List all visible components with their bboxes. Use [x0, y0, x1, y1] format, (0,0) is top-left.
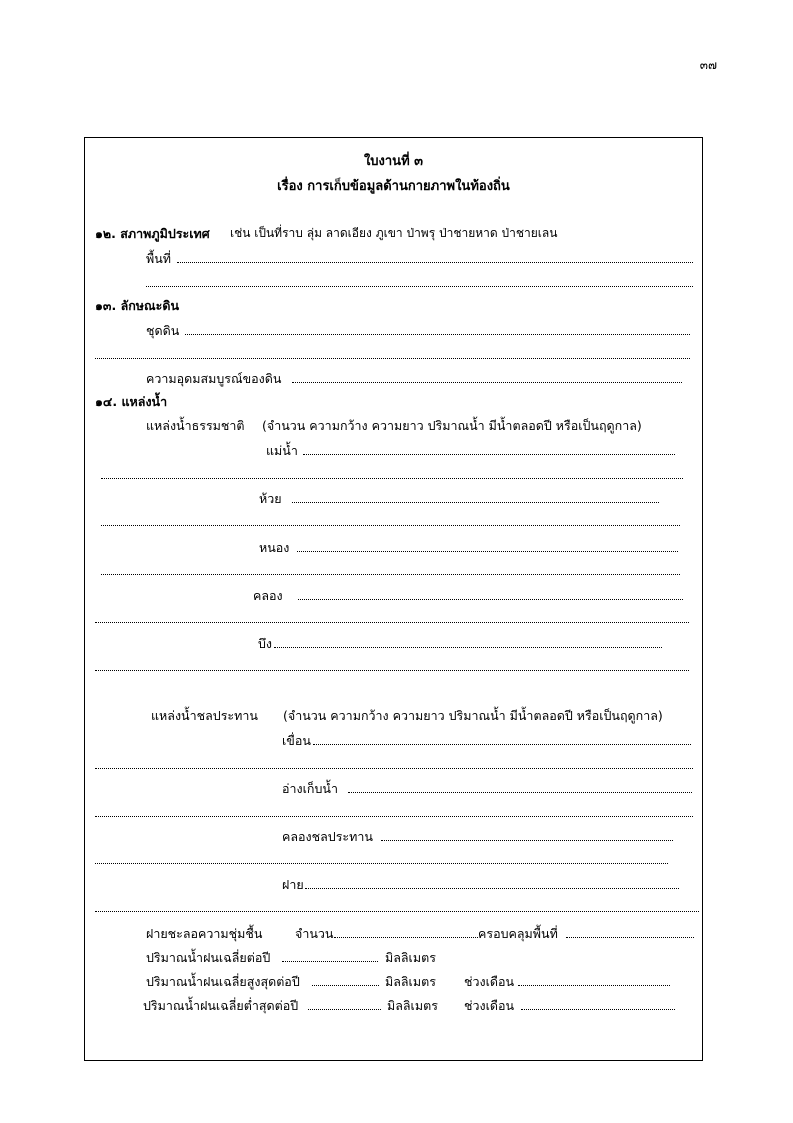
- river-label: แม่น้ำ: [266, 443, 298, 458]
- page-number: ๓๗: [699, 58, 717, 72]
- canal-label: คลอง: [253, 588, 283, 603]
- weir-field-line-2[interactable]: [95, 911, 699, 912]
- swamp-field-line-2[interactable]: [101, 574, 680, 575]
- area-field-line-2[interactable]: [146, 286, 693, 287]
- rainfall-min-field[interactable]: [308, 1009, 381, 1010]
- rainfall-max-unit: มิลลิเมตร: [385, 974, 436, 989]
- weir-label: ฝาย: [282, 877, 304, 892]
- creek-field-line-2[interactable]: [101, 525, 680, 526]
- section-12-heading: ๑๒. สภาพภูมิประเทศ: [95, 226, 210, 241]
- irrigation-canal-field-line-1[interactable]: [381, 840, 673, 841]
- irrigation-canal-field-line-2[interactable]: [95, 863, 668, 864]
- reservoir-field-line-1[interactable]: [348, 792, 692, 793]
- creek-field-line-1[interactable]: [292, 502, 659, 503]
- rainfall-min-month-field[interactable]: [521, 1009, 675, 1010]
- rainfall-max-month-label: ช่วงเดือน: [464, 974, 515, 989]
- worksheet-subtitle: เรื่อง การเก็บข้อมูลด้านกายภาพในท้องถิ่น: [277, 179, 510, 194]
- moisture-weir-count-field[interactable]: [334, 937, 478, 938]
- section-13-heading: ๑๓. ลักษณะดิน: [95, 298, 180, 313]
- reservoir-field-line-2[interactable]: [95, 816, 693, 817]
- creek-label: ห้วย: [259, 491, 282, 506]
- soil-series-label: ชุดดิน: [146, 323, 180, 338]
- rainfall-avg-label: ปริมาณน้ำฝนเฉลี่ยต่อปี: [146, 950, 271, 965]
- area-label: พื้นที่: [146, 251, 172, 266]
- pond-field-line-2[interactable]: [95, 670, 689, 671]
- rainfall-min-label: ปริมาณน้ำฝนเฉลี่ยต่ำสุดต่อปี: [143, 998, 299, 1013]
- moisture-weir-count-label: จำนวน: [295, 926, 334, 941]
- pond-field-line-1[interactable]: [274, 647, 662, 648]
- natural-water-note: (จำนวน ความกว้าง ความยาว ปริมาณน้ำ มีน้ำตลอดปี หรือเป็นฤดูกาล): [262, 418, 642, 433]
- river-field-line-2[interactable]: [101, 478, 683, 479]
- dam-label: เขื่อน: [282, 733, 311, 748]
- section-14-heading: ๑๔. แหล่งน้ำ: [95, 394, 168, 409]
- river-field-line-1[interactable]: [303, 454, 675, 455]
- rainfall-max-field[interactable]: [312, 985, 379, 986]
- moisture-weir-label: ฝายชะลอความชุ่มชื้น: [146, 926, 263, 941]
- irrigation-water-note: (จำนวน ความกว้าง ความยาว ปริมาณน้ำ มีน้ำตลอดปี หรือเป็นฤดูกาล): [283, 708, 663, 723]
- rainfall-max-label: ปริมาณน้ำฝนเฉลี่ยสูงสุดต่อปี: [146, 974, 300, 989]
- swamp-field-line-1[interactable]: [297, 551, 678, 552]
- dam-field-line-1[interactable]: [313, 744, 691, 745]
- moisture-weir-coverage-label: ครอบคลุมพื้นที่: [478, 926, 558, 941]
- moisture-weir-coverage-field[interactable]: [566, 937, 694, 938]
- rainfall-max-month-field[interactable]: [518, 985, 670, 986]
- soil-fertility-label: ความอุดมสมบูรณ์ของดิน: [146, 371, 282, 386]
- swamp-label: หนอง: [259, 540, 290, 555]
- rainfall-avg-field[interactable]: [282, 961, 378, 962]
- natural-water-label: แหล่งน้ำธรรมชาติ: [146, 418, 245, 433]
- rainfall-avg-unit: มิลลิเมตร: [385, 950, 436, 965]
- rainfall-min-month-label: ช่วงเดือน: [464, 998, 515, 1013]
- worksheet-title: ใบงานที่ ๓: [363, 154, 424, 169]
- soil-fertility-field[interactable]: [292, 382, 682, 383]
- section-12-examples: เช่น เป็นที่ราบ ลุ่ม ลาดเอียง ภูเขา ป่าพรุ ป่าชายหาด ป่าชายเลน: [230, 226, 558, 240]
- weir-field-line-1[interactable]: [305, 888, 679, 889]
- soil-series-field-line-2[interactable]: [95, 358, 690, 359]
- reservoir-label: อ่างเก็บน้ำ: [282, 781, 338, 796]
- canal-field-line-2[interactable]: [95, 622, 689, 623]
- pond-label: บึง: [258, 636, 273, 651]
- canal-field-line-1[interactable]: [298, 599, 683, 600]
- soil-series-field-line-1[interactable]: [185, 334, 690, 335]
- irrigation-canal-label: คลองชลประทาน: [282, 829, 373, 844]
- irrigation-water-label: แหล่งน้ำชลประทาน: [151, 708, 258, 723]
- dam-field-line-2[interactable]: [95, 768, 693, 769]
- rainfall-min-unit: มิลลิเมตร: [387, 998, 438, 1013]
- area-field-line-1[interactable]: [177, 262, 693, 263]
